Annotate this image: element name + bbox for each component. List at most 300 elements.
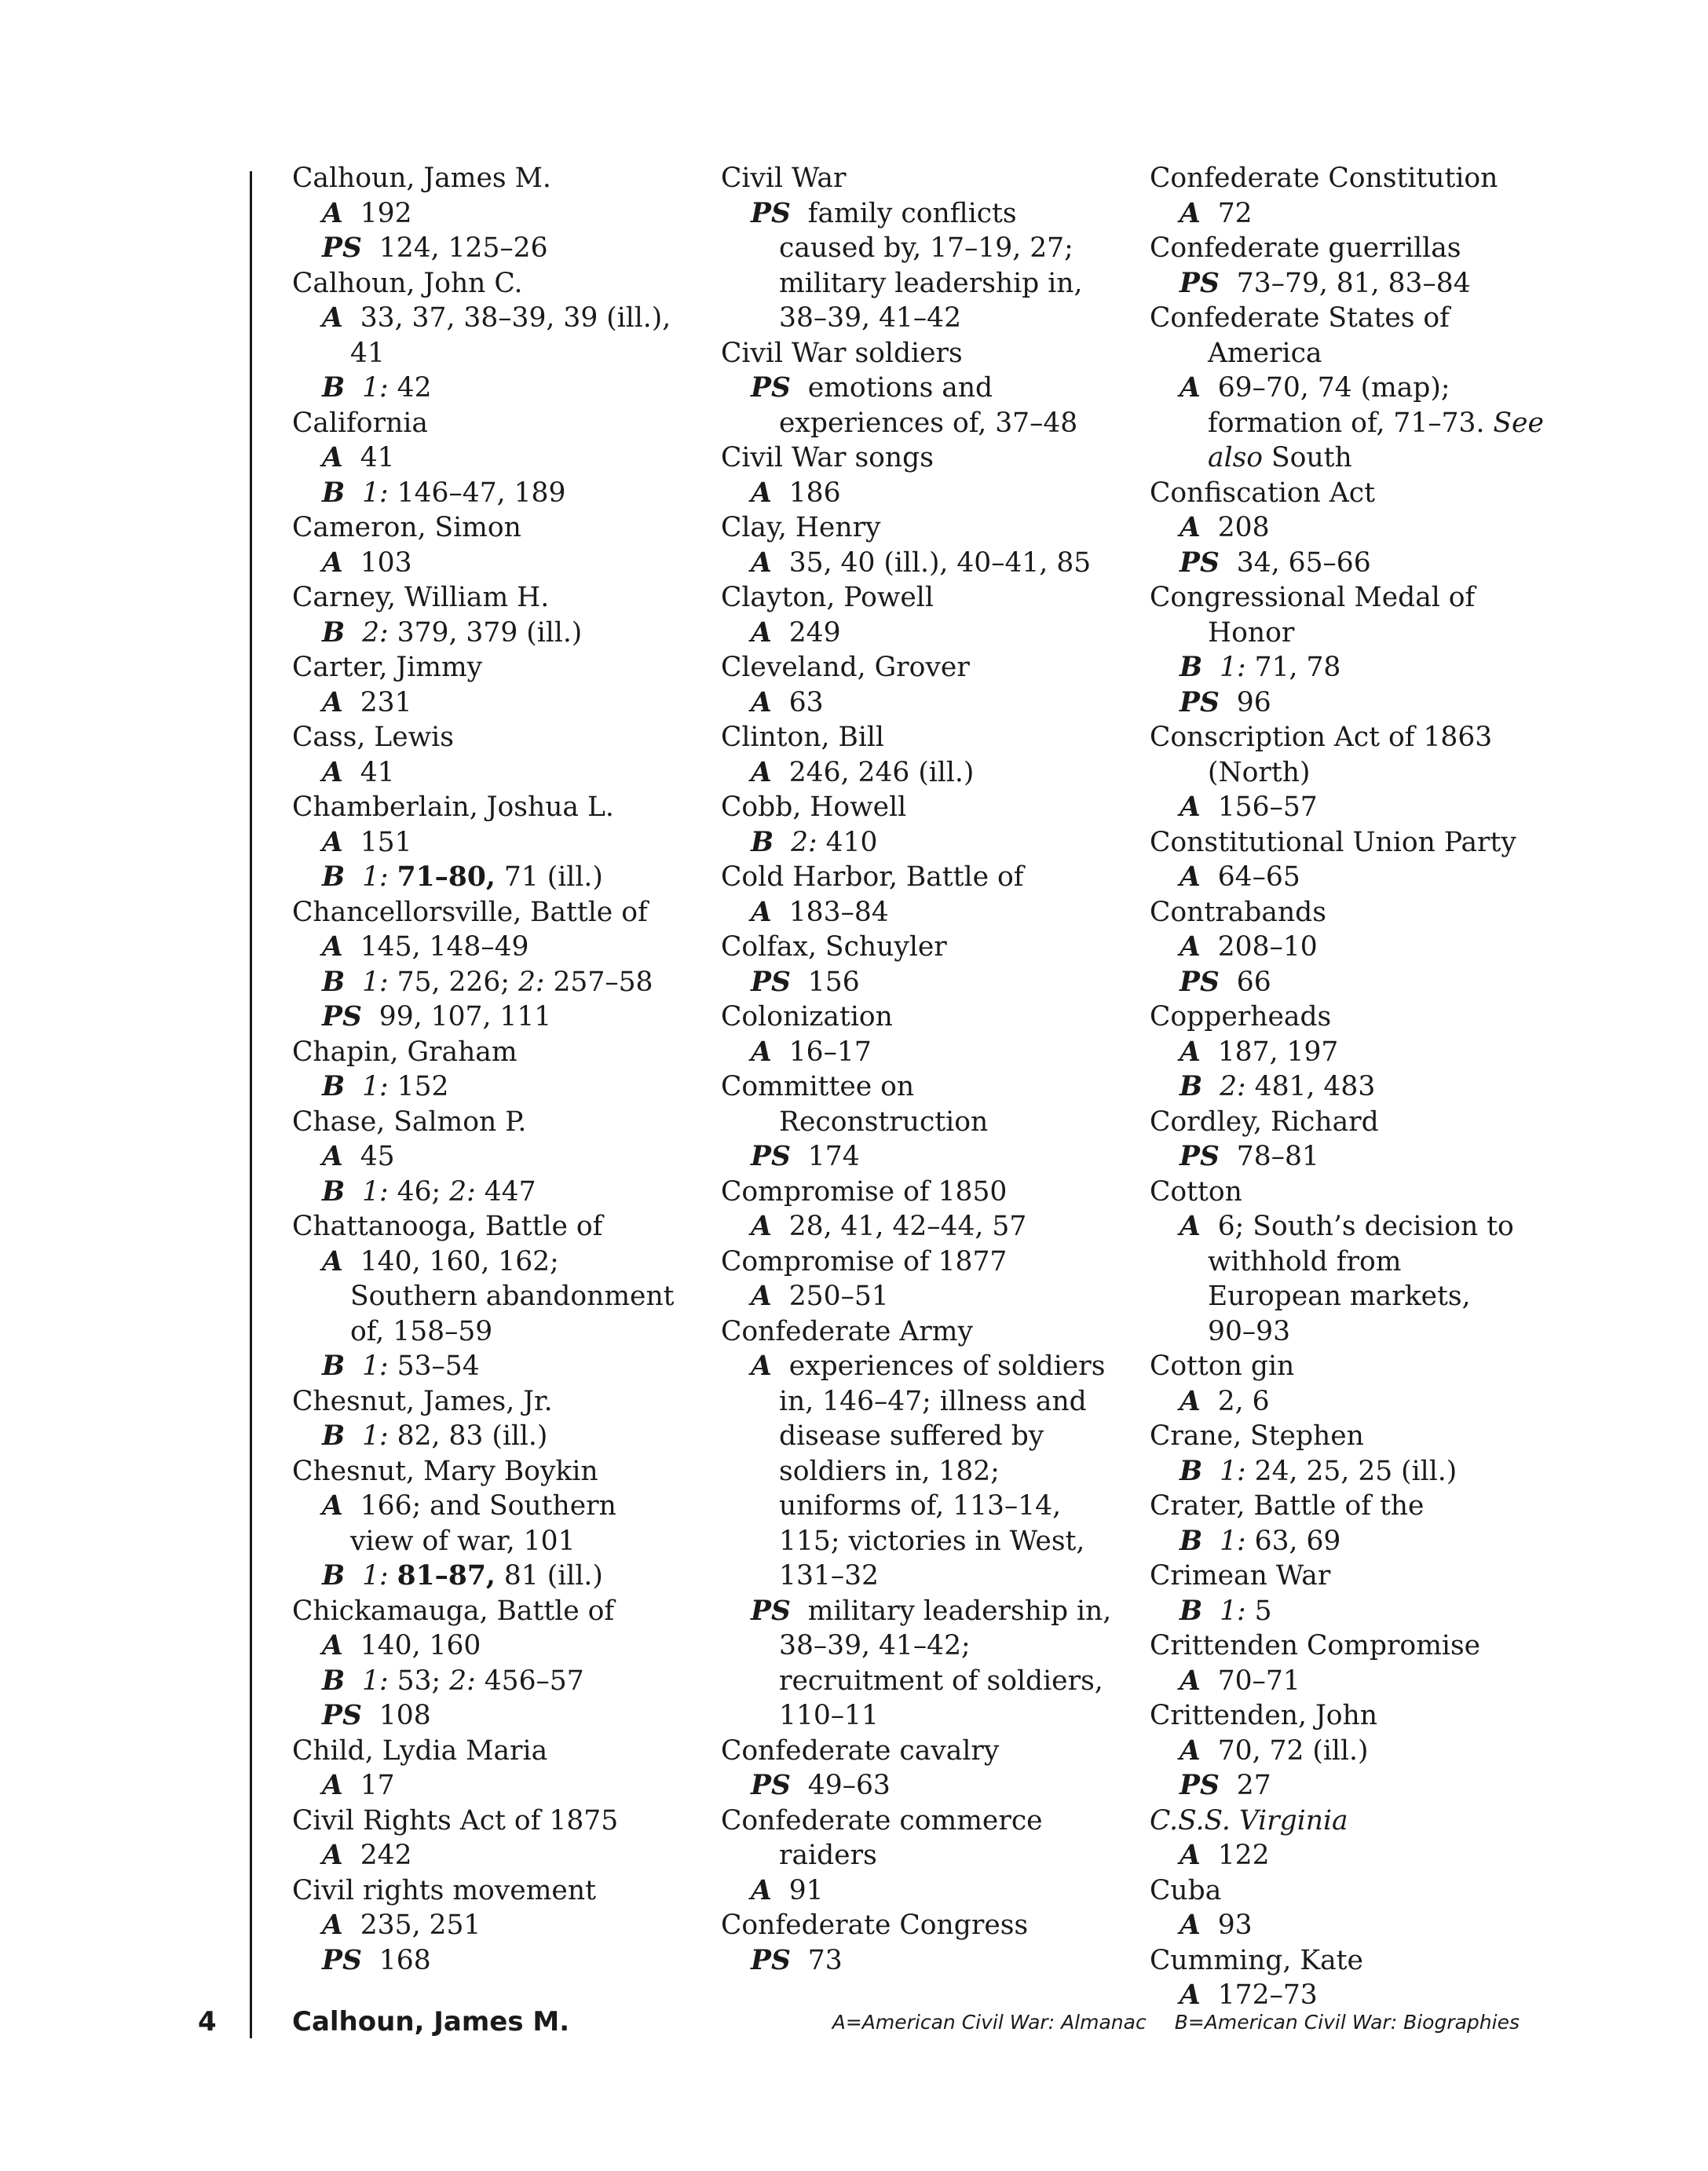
- index-text: 1:: [362, 477, 389, 509]
- index-text: Cameron, Simon: [292, 512, 521, 543]
- index-text: America: [1208, 337, 1322, 369]
- source-code: B: [322, 1560, 346, 1592]
- index-text: Confederate Congress: [721, 1910, 1029, 1941]
- source-code: A: [751, 616, 772, 649]
- index-continuation: [292, 1279, 700, 1314]
- index-subentry: [292, 860, 700, 895]
- index-text: Cobb, Howell: [721, 791, 907, 823]
- index-subentry: [292, 1768, 700, 1804]
- source-code: PS: [322, 1700, 362, 1731]
- index-text: 45: [342, 1141, 395, 1172]
- index-text: experiences of, 37–48: [779, 407, 1078, 439]
- index-text: (North): [1208, 756, 1311, 788]
- source-code: PS: [751, 1595, 791, 1627]
- source-code: B: [1180, 1525, 1203, 1557]
- source-code: PS: [1180, 966, 1220, 998]
- index-subentry: [1150, 196, 1558, 232]
- index-text: 151: [342, 826, 412, 858]
- index-subentry: [292, 1175, 700, 1210]
- index-subentry: [292, 685, 700, 721]
- source-code: A: [751, 1211, 772, 1242]
- index-subentry: [292, 231, 700, 266]
- index-text: [1202, 652, 1220, 683]
- index-subentry: [292, 1698, 700, 1734]
- index-text: 96: [1219, 686, 1271, 718]
- index-subentry: [1150, 965, 1558, 1000]
- index-text: military leadership in,: [779, 267, 1083, 299]
- index-text: 38–39, 41–42: [779, 302, 962, 334]
- index-text: formation of, 71–73.: [1208, 407, 1494, 439]
- source-code: A: [751, 756, 772, 788]
- index-text: Cotton: [1150, 1175, 1242, 1208]
- index-text: withhold from: [1208, 1245, 1402, 1277]
- index-heading: [1150, 1175, 1558, 1210]
- index-heading: [292, 1873, 700, 1909]
- index-text: Cleveland, Grover: [721, 652, 970, 683]
- index-text: Compromise of 1877: [721, 1245, 1008, 1277]
- index-subentry: [292, 196, 700, 232]
- index-text: 186: [771, 477, 841, 509]
- index-text: [389, 861, 397, 893]
- index-subentry: [1150, 1209, 1558, 1244]
- index-text: Chesnut, James, Jr.: [292, 1385, 553, 1417]
- source-code: A: [322, 1840, 343, 1871]
- index-subentry: [1150, 1524, 1558, 1559]
- source-code: A: [1180, 1036, 1201, 1068]
- index-heading: [1150, 1349, 1558, 1384]
- index-subentry: [292, 1139, 700, 1175]
- index-text: [774, 827, 791, 858]
- index-heading: [721, 1804, 1129, 1839]
- index-text: 33, 37, 38–39, 39 (ill.),: [342, 302, 671, 334]
- index-text: Confederate Army: [721, 1315, 973, 1347]
- index-text: 69–70, 74 (map);: [1200, 372, 1450, 404]
- index-text: 108: [361, 1700, 431, 1731]
- index-subentry: [1150, 1454, 1558, 1489]
- index-heading: [721, 1908, 1129, 1943]
- index-text: 131–32: [779, 1560, 879, 1592]
- index-text: Congressional Medal of: [1150, 582, 1476, 613]
- index-text: 208–10: [1200, 931, 1318, 963]
- index-text: 249: [771, 616, 841, 649]
- index-continuation: [721, 1454, 1129, 1489]
- index-subentry: [1150, 860, 1558, 895]
- index-text: [345, 967, 362, 998]
- index-text: Committee on: [721, 1071, 915, 1102]
- index-text: 38–39, 41–42;: [779, 1630, 971, 1661]
- index-text: 115; victories in West,: [779, 1525, 1085, 1557]
- source-code: A: [751, 477, 772, 509]
- index-heading: [292, 580, 700, 616]
- index-text: 456–57: [475, 1665, 584, 1697]
- index-subentry: [292, 301, 700, 336]
- source-code: A: [322, 546, 343, 579]
- index-continuation: [1150, 336, 1558, 371]
- index-heading: [1150, 895, 1558, 930]
- index-text: Civil War songs: [721, 442, 934, 473]
- index-text: Chesnut, Mary Boykin: [292, 1455, 598, 1487]
- index-subentry: [721, 965, 1129, 1000]
- index-continuation: [292, 1524, 700, 1559]
- index-text: Cass, Lewis: [292, 722, 454, 753]
- source-code: A: [322, 302, 343, 334]
- index-subentry: [1150, 266, 1558, 302]
- source-code: A: [1180, 1385, 1201, 1417]
- index-text: 481, 483: [1245, 1071, 1376, 1102]
- left-margin-rule: [250, 171, 252, 2038]
- index-subentry: [721, 685, 1129, 721]
- index-text: 71, 78: [1245, 652, 1341, 683]
- source-code: A: [751, 1281, 772, 1312]
- index-text: 2:: [518, 966, 545, 998]
- index-subentry: [292, 1349, 700, 1384]
- index-text: 28, 41, 42–44, 57: [771, 1211, 1027, 1242]
- index-heading: [721, 580, 1129, 616]
- index-text: Southern abandonment: [350, 1281, 675, 1312]
- index-heading: [292, 720, 700, 755]
- index-text: 231: [342, 686, 412, 718]
- index-text: 34, 65–66: [1219, 546, 1371, 579]
- legend-almanac: A=American Civil War: Almanac: [832, 2011, 1147, 2034]
- index-text: 140, 160, 162;: [342, 1245, 559, 1277]
- index-text: 42: [388, 372, 432, 404]
- index-subentry: [292, 1908, 700, 1943]
- source-code: A: [1180, 1734, 1201, 1767]
- index-text: Cordley, Richard: [1150, 1106, 1379, 1138]
- index-text: 156: [790, 966, 860, 998]
- index-text: 242: [342, 1840, 412, 1871]
- source-code: A: [322, 1910, 343, 1941]
- index-text: 41: [342, 442, 395, 473]
- index-heading: [1150, 161, 1558, 196]
- index-text: 447: [475, 1175, 536, 1208]
- index-continuation: [721, 1105, 1129, 1140]
- index-subentry: [292, 1000, 700, 1035]
- index-text: Chamberlain, Joshua L.: [292, 791, 614, 823]
- index-continuation: [721, 1664, 1129, 1699]
- index-text: [345, 1176, 362, 1208]
- source-code: PS: [751, 197, 791, 229]
- source-code: A: [1180, 512, 1201, 543]
- index-text: 75, 226;: [388, 966, 518, 998]
- source-code: B: [322, 616, 346, 649]
- index-text: Calhoun, John C.: [292, 267, 523, 299]
- source-code: A: [1180, 372, 1201, 404]
- index-text: Chase, Salmon P.: [292, 1106, 527, 1138]
- index-text: [345, 861, 362, 893]
- index-column-2: [721, 161, 1129, 1978]
- index-text: Conscription Act of 1863: [1150, 722, 1493, 753]
- index-text: 152: [388, 1071, 449, 1102]
- index-text: 2:: [362, 616, 389, 649]
- index-text: 1:: [362, 1175, 389, 1208]
- index-heading: [1150, 1489, 1558, 1524]
- source-code: PS: [1180, 1770, 1220, 1801]
- source-code: A: [1180, 1840, 1201, 1871]
- index-subentry: [1150, 1978, 1558, 2013]
- source-code: B: [1180, 1071, 1203, 1102]
- index-continuation: [292, 1314, 700, 1350]
- source-code: A: [1180, 197, 1201, 229]
- index-subentry: [292, 371, 700, 406]
- index-text: 1:: [362, 1420, 389, 1452]
- index-heading: [1150, 1628, 1558, 1664]
- index-text: C.S.S. Virginia: [1150, 1804, 1348, 1837]
- source-code: A: [322, 1490, 343, 1522]
- index-text: emotions and: [790, 372, 993, 404]
- index-text: 1:: [362, 1665, 389, 1697]
- index-text: 81–87,: [397, 1560, 496, 1592]
- source-code: A: [751, 1350, 772, 1382]
- index-subentry: [721, 1943, 1129, 1979]
- index-text: Child, Lydia Maria: [292, 1734, 548, 1767]
- index-subentry: [1150, 1908, 1558, 1943]
- index-text: 35, 40 (ill.), 40–41, 85: [771, 546, 1092, 579]
- index-continuation: [721, 1524, 1129, 1559]
- index-text: Crittenden Compromise: [1150, 1630, 1481, 1661]
- index-text: Carney, William H.: [292, 582, 550, 613]
- index-subentry: [1150, 685, 1558, 721]
- index-text: Confederate Constitution: [1150, 163, 1498, 194]
- index-continuation: [721, 231, 1129, 266]
- index-heading: [721, 860, 1129, 895]
- index-continuation: [1150, 1279, 1558, 1314]
- index-heading: [1150, 1698, 1558, 1734]
- index-text: recruitment of soldiers,: [779, 1665, 1103, 1697]
- index-heading: [1150, 1559, 1558, 1594]
- index-text: 70–71: [1200, 1665, 1300, 1697]
- index-text: 6; South’s decision to: [1200, 1211, 1514, 1242]
- index-text: 1:: [362, 1071, 389, 1102]
- index-text: Confiscation Act: [1150, 477, 1375, 509]
- index-heading: [292, 266, 700, 302]
- index-text: 140, 160: [342, 1630, 481, 1661]
- index-text: [345, 617, 362, 649]
- index-text: raiders: [779, 1840, 877, 1871]
- source-code: PS: [1180, 686, 1220, 718]
- index-text: 64–65: [1200, 861, 1300, 893]
- index-text: Constitutional Union Party: [1150, 826, 1516, 858]
- index-text: caused by, 17–19, 27;: [779, 232, 1073, 264]
- index-heading: [1150, 231, 1558, 266]
- index-heading: [292, 1035, 700, 1070]
- index-subentry: [292, 1628, 700, 1664]
- index-text: 1:: [362, 1350, 389, 1382]
- index-heading: [292, 650, 700, 685]
- index-text: Clinton, Bill: [721, 722, 884, 753]
- index-text: Copperheads: [1150, 1001, 1332, 1033]
- index-text: Calhoun, James M.: [292, 163, 551, 194]
- index-text: 5: [1245, 1595, 1272, 1627]
- index-text: Civil rights movement: [292, 1874, 596, 1906]
- source-code: A: [751, 1036, 772, 1068]
- index-text: 41: [350, 337, 385, 369]
- index-continuation: [721, 1628, 1129, 1664]
- index-text: experiences of soldiers: [771, 1350, 1106, 1382]
- index-continuation: [721, 301, 1129, 336]
- index-heading: [1150, 476, 1558, 511]
- index-text: [1202, 1456, 1220, 1487]
- index-text: Civil War: [721, 163, 847, 194]
- index-heading: [721, 930, 1129, 965]
- index-text: Chapin, Graham: [292, 1036, 518, 1068]
- index-text: 2:: [1220, 1071, 1246, 1102]
- source-code: A: [751, 546, 772, 579]
- index-column-3: [1150, 161, 1558, 2013]
- index-text: Chattanooga, Battle of: [292, 1211, 603, 1242]
- index-text: 17: [342, 1770, 395, 1801]
- index-text: 410: [817, 826, 878, 858]
- index-heading: [721, 1069, 1129, 1105]
- index-text: Crane, Stephen: [1150, 1420, 1364, 1452]
- index-continuation: [721, 1419, 1129, 1454]
- index-continuation: [721, 1384, 1129, 1420]
- index-text: [345, 1420, 362, 1452]
- index-text: See: [1493, 407, 1544, 439]
- source-code: A: [322, 1245, 343, 1277]
- index-text: Cold Harbor, Battle of: [721, 861, 1024, 893]
- index-text: California: [292, 407, 428, 439]
- source-code: B: [1180, 1455, 1203, 1487]
- index-continuation: [721, 266, 1129, 302]
- index-heading: [1150, 1419, 1558, 1454]
- source-code: B: [322, 966, 346, 998]
- index-continuation: [1150, 1314, 1558, 1350]
- index-text: 257–58: [544, 966, 653, 998]
- index-text: 24, 25, 25 (ill.): [1245, 1455, 1457, 1487]
- index-text: 246, 246 (ill.): [771, 756, 975, 788]
- index-text: 145, 148–49: [342, 931, 529, 963]
- index-subentry: [292, 440, 700, 476]
- index-subentry: [721, 1035, 1129, 1070]
- source-code: A: [322, 756, 343, 788]
- index-subentry: [1150, 1139, 1558, 1175]
- index-text: 27: [1219, 1770, 1271, 1801]
- index-text: 174: [790, 1141, 860, 1172]
- index-text: 103: [342, 546, 412, 579]
- index-continuation: [1150, 616, 1558, 651]
- index-subentry: [721, 476, 1129, 511]
- index-text: soldiers in, 182;: [779, 1455, 1000, 1487]
- index-text: 235, 251: [342, 1910, 481, 1941]
- index-heading: [721, 161, 1129, 196]
- index-text: [345, 477, 362, 509]
- index-subentry: [721, 196, 1129, 232]
- source-code: A: [322, 1630, 343, 1661]
- index-continuation: [721, 1838, 1129, 1873]
- index-text: [345, 1350, 362, 1382]
- index-subentry: [292, 546, 700, 581]
- index-text: 53;: [388, 1665, 450, 1697]
- index-text: 1:: [362, 861, 389, 893]
- page-number: 4: [198, 2006, 217, 2038]
- index-text: 2:: [791, 826, 817, 858]
- source-code: A: [322, 442, 343, 473]
- index-continuation: [1150, 406, 1558, 441]
- index-subentry: [1150, 1664, 1558, 1699]
- index-text: South: [1263, 442, 1352, 473]
- index-text: [389, 1560, 397, 1592]
- index-subentry: [721, 755, 1129, 791]
- source-code: B: [322, 861, 346, 893]
- index-text: Clayton, Powell: [721, 582, 934, 613]
- index-text: 73–79, 81, 83–84: [1219, 267, 1471, 299]
- index-text: [345, 1665, 362, 1697]
- index-heading: [292, 1209, 700, 1244]
- index-text: 1:: [1220, 1455, 1246, 1487]
- legend-biographies: B=American Civil War: Biographies: [1174, 2011, 1520, 2034]
- index-subentry: [1150, 930, 1558, 965]
- index-text: uniforms of, 113–14,: [779, 1490, 1062, 1522]
- index-text: 2, 6: [1200, 1385, 1270, 1417]
- index-text: 1:: [362, 372, 389, 404]
- running-head: Calhoun, James M.: [292, 2006, 570, 2038]
- source-code: A: [751, 896, 772, 928]
- index-subentry: [1150, 790, 1558, 825]
- source-code: B: [322, 372, 346, 404]
- index-heading: [292, 895, 700, 930]
- index-subentry: [721, 546, 1129, 581]
- index-text: 41: [342, 756, 395, 788]
- index-text: view of war, 101: [350, 1525, 576, 1557]
- source-code: A: [1180, 1211, 1201, 1242]
- index-heading: [1150, 825, 1558, 861]
- index-text: Cumming, Kate: [1150, 1944, 1363, 1976]
- source-code: PS: [751, 1944, 791, 1976]
- index-subentry: [292, 1489, 700, 1524]
- source-code: PS: [322, 1001, 362, 1033]
- index-heading: [292, 1384, 700, 1420]
- index-text: family conflicts: [790, 197, 1017, 229]
- index-text: 110–11: [779, 1700, 879, 1731]
- index-text: 183–84: [771, 896, 889, 928]
- index-heading: [292, 790, 700, 825]
- index-text: Civil Rights Act of 1875: [292, 1804, 619, 1837]
- index-text: Cuba: [1150, 1874, 1222, 1906]
- index-subentry: [292, 1419, 700, 1454]
- index-subentry: [1150, 1069, 1558, 1105]
- index-text: Crimean War: [1150, 1560, 1331, 1592]
- index-subentry: [292, 476, 700, 511]
- index-text: Colonization: [721, 1001, 893, 1033]
- index-heading: [1150, 1873, 1558, 1909]
- index-text: 1:: [1220, 1595, 1246, 1627]
- index-heading: [292, 161, 700, 196]
- index-heading: [1150, 1804, 1558, 1839]
- index-subentry: [1150, 1384, 1558, 1420]
- index-subentry: [292, 1559, 700, 1594]
- index-text: 53–54: [388, 1350, 480, 1382]
- index-text: Honor: [1208, 616, 1295, 649]
- index-subentry: [721, 1279, 1129, 1314]
- index-heading: [292, 1454, 700, 1489]
- source-code: PS: [322, 1944, 362, 1976]
- source-code: PS: [322, 232, 362, 264]
- index-text: 166; and Southern: [342, 1490, 616, 1522]
- index-subentry: [1150, 510, 1558, 546]
- source-code: A: [322, 686, 343, 718]
- source-code: A: [1180, 1910, 1201, 1941]
- index-heading: [292, 1105, 700, 1140]
- index-subentry: [721, 1768, 1129, 1804]
- index-heading: [721, 1314, 1129, 1350]
- index-continuation: [721, 1698, 1129, 1734]
- index-subentry: [292, 616, 700, 651]
- index-text: 93: [1200, 1910, 1253, 1941]
- index-text: Contrabands: [1150, 896, 1326, 928]
- index-heading: [1150, 580, 1558, 616]
- index-heading: [721, 1244, 1129, 1280]
